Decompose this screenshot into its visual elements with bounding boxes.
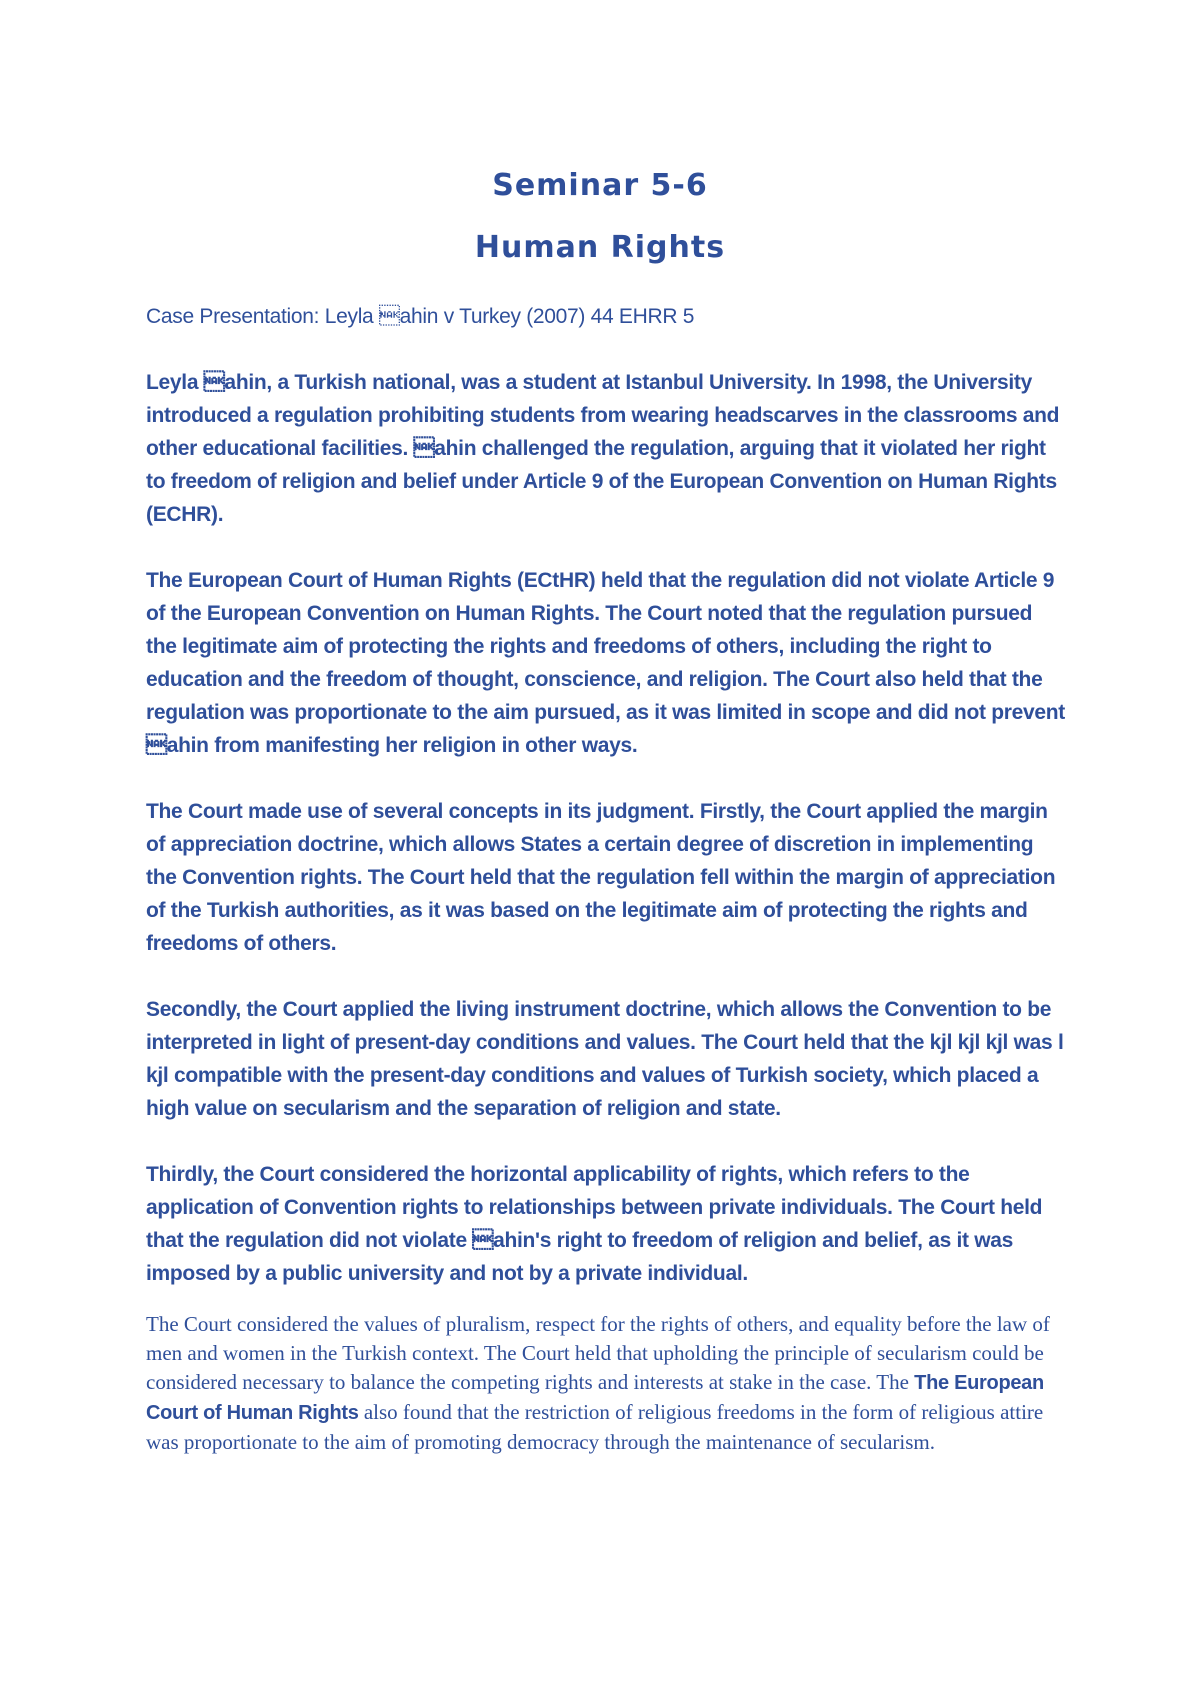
document-subtitle: Human Rights	[474, 230, 726, 265]
conclusion-text-part2: also found that the restriction of religious freedoms in the form of religious attire was proportionate to the aim of promoting democracy through the maintenance of secularism.	[146, 1400, 1044, 1454]
paragraph-conclusion	[146, 1310, 1066, 1457]
title-block	[0, 166, 1200, 268]
paragraph-living-instrument: Secondly, the Court applied the living instrument doctrine, which allows the Convention to be interpreted in light of present-day conditions and values. The Court held that the kjl kjl kjl was l kjl compatible with the present-day conditions and values of Turkish society, which placed a high value on secularism and the separation of religion and state.	[146, 998, 1064, 1120]
paragraph-margin-of-appreciation: The Court made use of several concepts in its judgment. Firstly, the Court applied the margin of appreciation doctrine, which allows States a certain degree of discretion in implementing the Convention rights. The Court held that the regulation fell within the margin of appreciation of the Turkish authorities, as it was based on the legitimate aim of protecting the rights and freedoms of others.	[146, 800, 1056, 955]
conclusion-court-name: The European Court of Human Rights	[146, 1372, 1044, 1424]
paragraph-facts: Leyla ahin, a Turkish national, was a student at Istanbul University. In 1998, the University introduced a regulation prohibiting students from wearing headscarves in the classrooms and other educational facilities. ahin challenged the regulation, arguing that it violated her right to freedom of religion and belief under Article 9 of the European Convention on Human Rights (ECHR).	[146, 371, 1060, 526]
paragraph-horizontal-applicability: Thirdly, the Court considered the horizontal applicability of rights, which refers to the application of Convention rights to relationships between private individuals. The Court held that the regulation did not violate ahin's right to freedom of religion and belief, as it was imposed by a public university and not by a private individual.	[146, 1163, 1043, 1285]
document-body	[146, 300, 1066, 1457]
conclusion-text-part1: The Court considered the values of pluralism, respect for the rights of others, and equality before the law of men and women in the Turkish context. The Court held that upholding the principle of secularism could be considered necessary to balance the competing rights and interests at stake in the case. The	[146, 1312, 1050, 1394]
case-presentation-heading: Case Presentation: Leyla ahin v Turkey (2007) 44 EHRR 5	[146, 305, 695, 328]
document-title: Seminar 5-6	[492, 168, 708, 203]
paragraph-holding: The European Court of Human Rights (ECtHR) held that the regulation did not violate Article 9 of the European Convention on Human Rights. The Court noted that the regulation pursued the legitimate aim of protecting the rights and freedoms of others, including the right to education and the freedom of thought, conscience, and religion. The Court also held that the regulation was proportionate to the aim pursued, as it was limited in scope and did not prevent ahin from manifesting her religion in other ways.	[146, 569, 1065, 757]
